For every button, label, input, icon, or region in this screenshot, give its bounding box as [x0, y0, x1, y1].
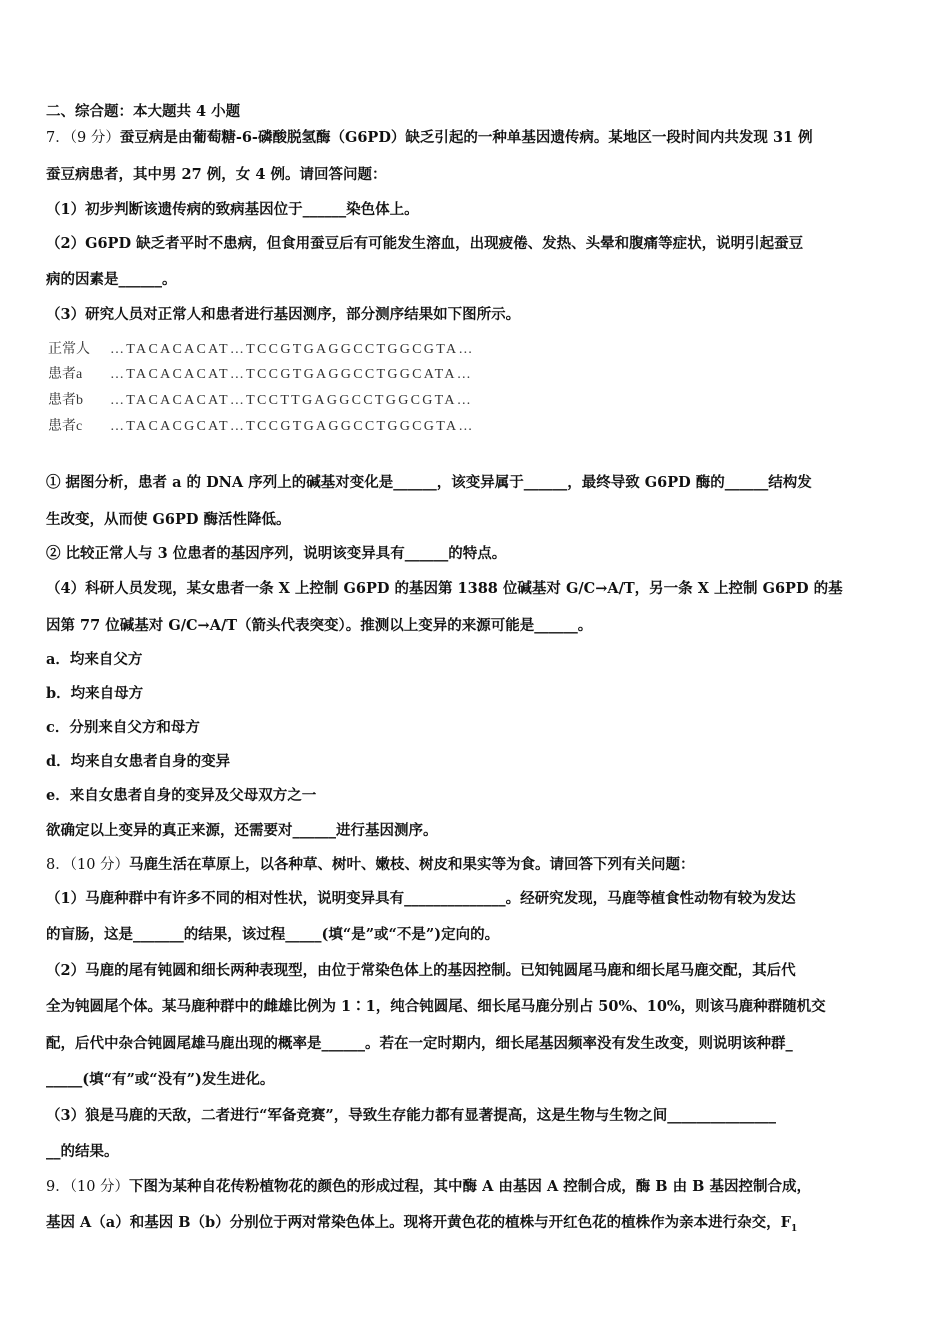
q7-part-2-line-1: （2）G6PD 缺乏者平时不患病，但食用蚕豆后有可能发生溶血，出现疲倦、发热、头晕和腹痛等症状，说明引起蚕豆 — [46, 235, 804, 252]
q8-part-3-line-1: （3）狼是马鹿的天敌，二者进行“军备竞赛”，导致生存能力都有显著提高，这是生物与生物之间_______________ — [46, 1107, 777, 1124]
sequence-value: …TACACACAT…TCCGTGAGGCCTGGCATA… — [110, 367, 474, 382]
q7-score: （9 分） — [69, 130, 120, 146]
q7-part-3: （3）研究人员对正常人和患者进行基因测序，部分测序结果如下图所示。 — [46, 306, 521, 323]
q7-stem-text-1: 蚕豆病是由葡萄糖-6-磷酸脱氢酶（G6PD）缺乏引起的一种单基因遗传病。某地区一段时间内共发现 31 例 — [119, 129, 813, 146]
q7-stem-line-2: 蚕豆病患者，其中男 27 例，女 4 例。请回答问题： — [46, 166, 387, 183]
q7-option-c: c．分别来自父方和母方 — [46, 719, 200, 736]
q8-part-1-line-1: （1）马鹿种群中有许多不同的相对性状，说明变异具有______________。经研究发现，马鹿等植食性动物有较为发达 — [46, 890, 796, 907]
q9-score: （10 分） — [69, 1179, 130, 1195]
q8-part-1-line-2: 的盲肠，这是_______的结果，该过程_____(填“是”或“不是”)定向的。 — [46, 926, 500, 943]
q9-stem-text-2: 基因 A（a）和基因 B（b）分别位于两对常染色体上。现将开黄色花的植株与开红色花的植株作为亲本进行杂交，F — [46, 1214, 791, 1231]
sequence-label: 患者b — [48, 393, 83, 408]
q8-part-2-line-1: （2）马鹿的尾有钝圆和细长两种表现型，由位于常染色体上的基因控制。已知钝圆尾马鹿和细长尾马鹿交配，其后代 — [46, 962, 796, 979]
q9-stem-line-1 — [46, 1177, 916, 1197]
sequence-value: …TACACGCAT…TCCGTGAGGCCTGGCGTA… — [110, 419, 475, 434]
q7-part-2-line-2: 病的因素是______。 — [46, 271, 177, 288]
q8-stem — [46, 855, 916, 875]
q8-number: 8． — [46, 857, 70, 873]
q7-part-1: （1）初步判断该遗传病的致病基因位于______染色体上。 — [46, 201, 419, 218]
q7-part-3-b: ② 比较正常人与 3 位患者的基因序列，说明该变异具有______的特点。 — [46, 545, 507, 562]
q7-stem-line-1 — [46, 128, 916, 148]
q8-part-2-line-2: 全为钝圆尾个体。某马鹿种群中的雌雄比例为 1∶1，纯合钝圆尾、细长尾马鹿分别占 50%、10%，则该马鹿种群随机交 — [46, 998, 826, 1015]
q7-option-a: a．均来自父方 — [46, 651, 143, 668]
section-heading: 二、综合题：本大题共 4 小题 — [46, 103, 241, 120]
q9-subscript: 1 — [790, 1223, 798, 1234]
q8-part-2-line-3: 配，后代中杂合钝圆尾雄马鹿出现的概率是______。若在一定时期内，细长尾基因频率没有发生改变，则说明该种群_ — [46, 1035, 793, 1052]
q7-part-3-a-line-2: 生改变，从而使 G6PD 酶活性降低。 — [46, 511, 291, 528]
q8-stem-text: 马鹿生活在草原上，以各种草、树叶、嫩枝、树皮和果实等为食。请回答下列有关问题： — [129, 856, 695, 873]
sequence-row-patient-a — [48, 363, 473, 383]
sequence-row-patient-b — [48, 389, 473, 409]
q8-score: （10 分） — [69, 857, 130, 873]
q7-option-e: e．来自女患者自身的变异及父母双方之一 — [46, 787, 317, 804]
sequence-row-patient-c — [48, 415, 475, 435]
sequence-value: …TACACACAT…TCCGTGAGGCCTGGCGTA… — [110, 342, 475, 357]
sequence-row-normal — [48, 338, 475, 358]
sequence-label: 正常人 — [48, 342, 90, 357]
q9-stem-line-2 — [46, 1213, 916, 1239]
sequence-label: 患者c — [48, 419, 83, 434]
q8-part-2-line-4: _____(填“有”或“没有”)发生进化。 — [46, 1071, 275, 1088]
q8-part-3-line-2: __的结果。 — [46, 1143, 119, 1160]
q7-part-4-line-2: 因第 77 位碱基对 G/C→A/T（箭头代表突变）。推测以上变异的来源可能是______。 — [46, 617, 593, 634]
sequence-label: 患者a — [48, 367, 83, 382]
q7-option-d: d．均来自女患者自身的变异 — [46, 753, 231, 770]
q7-number: 7． — [46, 130, 70, 146]
q9-stem-text-1: 下图为某种自花传粉植物花的颜色的形成过程，其中酶 A 由基因 A 控制合成，酶 B 由 B 基因控制合成， — [129, 1178, 811, 1195]
q7-part-3-a-line-1: ① 据图分析，患者 a 的 DNA 序列上的碱基对变化是______，该变异属于______，最终导致 G6PD 酶的______结构发 — [46, 474, 812, 491]
q7-option-b: b．均来自母方 — [46, 685, 144, 702]
sequence-value: …TACACACAT…TCCTTGAGGCCTGGCGTA… — [110, 393, 474, 408]
q9-number: 9． — [46, 1179, 70, 1195]
q7-part-5: 欲确定以上变异的真正来源，还需要对______进行基因测序。 — [46, 822, 438, 839]
q7-part-4-line-1: （4）科研人员发现，某女患者一条 X 上控制 G6PD 的基因第 1388 位碱基对 G/C→A/T，另一条 X 上控制 G6PD 的基 — [46, 580, 843, 597]
